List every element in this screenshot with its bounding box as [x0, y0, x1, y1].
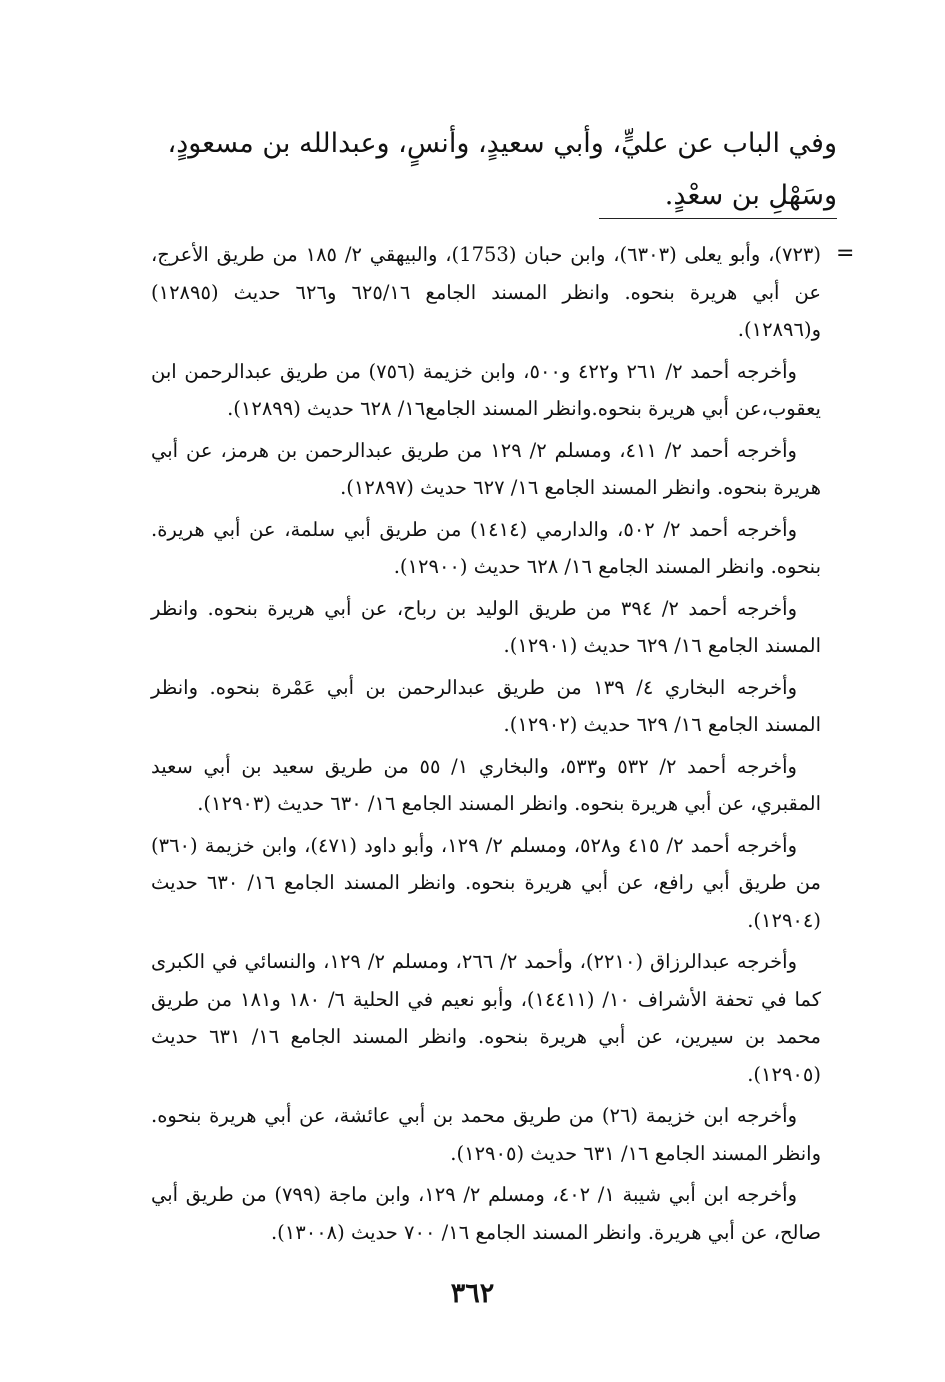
footnote-paragraph: وأخرجه البخاري ٤/ ١٣٩ من طريق عبدالرحمن بن أبي عَمْرة بنحوه. وانظر المسند الجامع ١٦/ ٦٢٩ حديث (١٢٩٠٢). — [151, 675, 821, 736]
main-text-line: وفي الباب عن عليٍّ، وأبي سعيدٍ، وأنسٍ، وعبدالله بن مسعودٍ، — [167, 128, 837, 159]
footnote-paragraph: وأخرجه ابن خزيمة (٢٦) من طريق محمد بن أبي عائشة، عن أبي هريرة بنحوه. وانظر المسند الجامع ١٦/ ٦٣١ حديث (١٢٩٠٥). — [151, 1104, 821, 1165]
footnote-paragraph: وأخرجه أحمد ٢/ ٤١٥ و٥٢٨، ومسلم ٢/ ١٢٩، وأبو داود (٤٧١)، وابن خزيمة (٣٦٠) من طريق أبي رافع، عن أبي هريرة بنحوه. وانظر المسند الجامع ١٦/ ٦٣٠ حديث (١٢٩٠٤). — [151, 833, 821, 932]
footnote-paragraph: وأخرجه أحمد ٢/ ٢٦١ و٤٢٢ و٥٠٠، وابن خزيمة (٧٥٦) من طريق عبدالرحمن ابن يعقوب،عن أبي هريرة بنحوه.وانظر المسند الجامع١٦/ ٦٢٨ حديث (١٢٨٩٩). — [151, 359, 821, 420]
footnote-paragraph: وأخرجه أحمد ٢/ ٥٠٢، والدارمي (١٤١٤) من طريق أبي سلمة، عن أبي هريرة. بنحوه. وانظر المسند الجامع ١٦/ ٦٢٨ حديث (١٢٩٠٠). — [151, 517, 821, 578]
footnote-paragraph: وأخرجه أحمد ٢/ ٤١١، ومسلم ٢/ ١٢٩ من طريق عبدالرحمن بن هرمز، عن أبي هريرة بنحوه. وانظر المسند الجامع ١٦/ ٦٢٧ حديث (١٢٨٩٧). — [151, 438, 821, 499]
footnotes — [151, 236, 821, 1255]
page-number: ٣٦٢ — [450, 1278, 495, 1309]
footnote-paragraph: (٧٢٣)، وأبو يعلى (٦٣٠٣)، وابن حبان (1753)، والبيهقي ٢/ ١٨٥ من طريق الأعرج، عن أبي هريرة بنحوه. وانظر المسند الجامع ٦٢٥/١٦ و٦٢٦ حديث (١٢٨٩٥) و(١٢٨٩٦). — [151, 243, 822, 341]
main-text — [107, 118, 837, 222]
footnote-paragraph: وأخرجه عبدالرزاق (٢٢١٠)، وأحمد ٢/ ٢٦٦، ومسلم ٢/ ١٢٩، والنسائي في الكبرى كما في تحفة الأشراف ١٠/ (١٤٤١١)، وأبو نعيم في الحلية ٦/ ١٨٠ و١٨١ من طريق محمد بن سيرين، عن أبي هريرة بنحوه. وانظر المسند الجامع ١٦/ ٦٣١ حديث (١٢٩٠٥). — [151, 950, 821, 1086]
footnote-paragraph: وأخرجه أحمد ٢/ ٣٩٤ من طريق الوليد بن رباح، عن أبي هريرة بنحوه. وانظر المسند الجامع ١٦/ ٦٢٩ حديث (١٢٩٠١). — [151, 596, 821, 657]
main-text-line: وسَهْلِ بن سعْدٍ. — [664, 180, 837, 211]
footnote-paragraph: وأخرجه ابن أبي شيبة ١/ ٤٠٢، ومسلم ٢/ ١٢٩، وابن ماجة (٧٩٩) من طريق أبي صالح، عن أبي هريرة. وانظر المسند الجامع ١٦/ ٧٠٠ حديث (١٣٠٠٨). — [151, 1183, 821, 1244]
footnote-separator — [599, 218, 837, 219]
footnote-paragraph: وأخرجه أحمد ٢/ ٥٣٢ و٥٣٣، والبخاري ١/ ٥٥ من طريق سعيد بن أبي سعيد المقبري، عن أبي هريرة بنحوه. وانظر المسند الجامع ١٦/ ٦٣٠ حديث (١٢٩٠٣). — [151, 754, 821, 815]
continuation-mark: = — [836, 241, 855, 266]
